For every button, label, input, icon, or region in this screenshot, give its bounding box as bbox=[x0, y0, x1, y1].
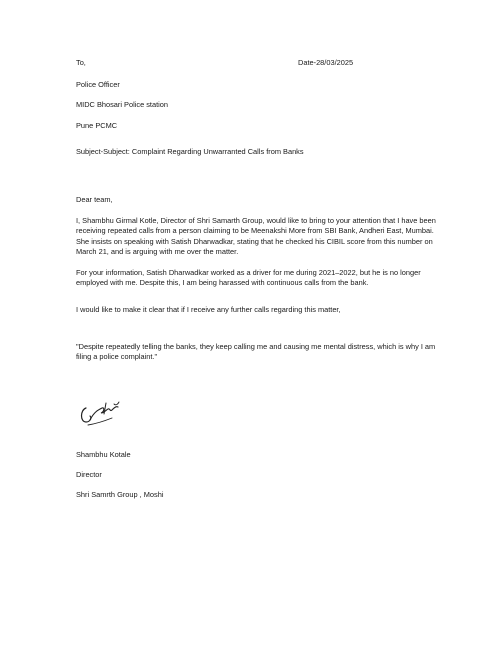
handwritten-signature bbox=[74, 398, 126, 432]
date-line: Date-28/03/2025 bbox=[298, 58, 354, 67]
sender-title: Director bbox=[76, 470, 102, 479]
sender-name: Shambhu Kotale bbox=[76, 450, 131, 459]
recipient-line-3: Pune PCMC bbox=[76, 121, 118, 130]
recipient-line-2: MIDC Bhosari Police station bbox=[76, 100, 169, 109]
salutation: Dear team, bbox=[76, 195, 113, 204]
body-paragraph-3: I would like to make it clear that if I receive any further calls regarding this matter, bbox=[76, 305, 341, 314]
body-paragraph-1: I, Shambhu Girmal Kotle, Director of Shri Samarth Group, would like to bring to your attention that I have been receiving repeated calls from a person claiming to be Meenakshi More from SBI Bank, Andheri East, Mumbai. She insists on speaking with Satish Dharwadkar, stating that he checked his CIBIL score from this number on March 21, and is arguing with me over the matter. bbox=[76, 216, 436, 257]
to-line: To, bbox=[76, 58, 86, 67]
sender-organization: Shri Samrth Group , Moshi bbox=[76, 490, 164, 499]
subject-line: Subject-Subject: Complaint Regarding Unwarranted Calls from Banks bbox=[76, 147, 304, 156]
complaint-quote: "Despite repeatedly telling the banks, they keep calling me and causing me mental distress, which is why I am filing a police complaint." bbox=[76, 342, 436, 362]
recipient-line-1: Police Officer bbox=[76, 80, 120, 89]
body-paragraph-2: For your information, Satish Dharwadkar worked as a driver for me during 2021–2022, but he is no longer employed with me. Despite this, I am being harassed with continuous calls from the bank. bbox=[76, 268, 421, 288]
